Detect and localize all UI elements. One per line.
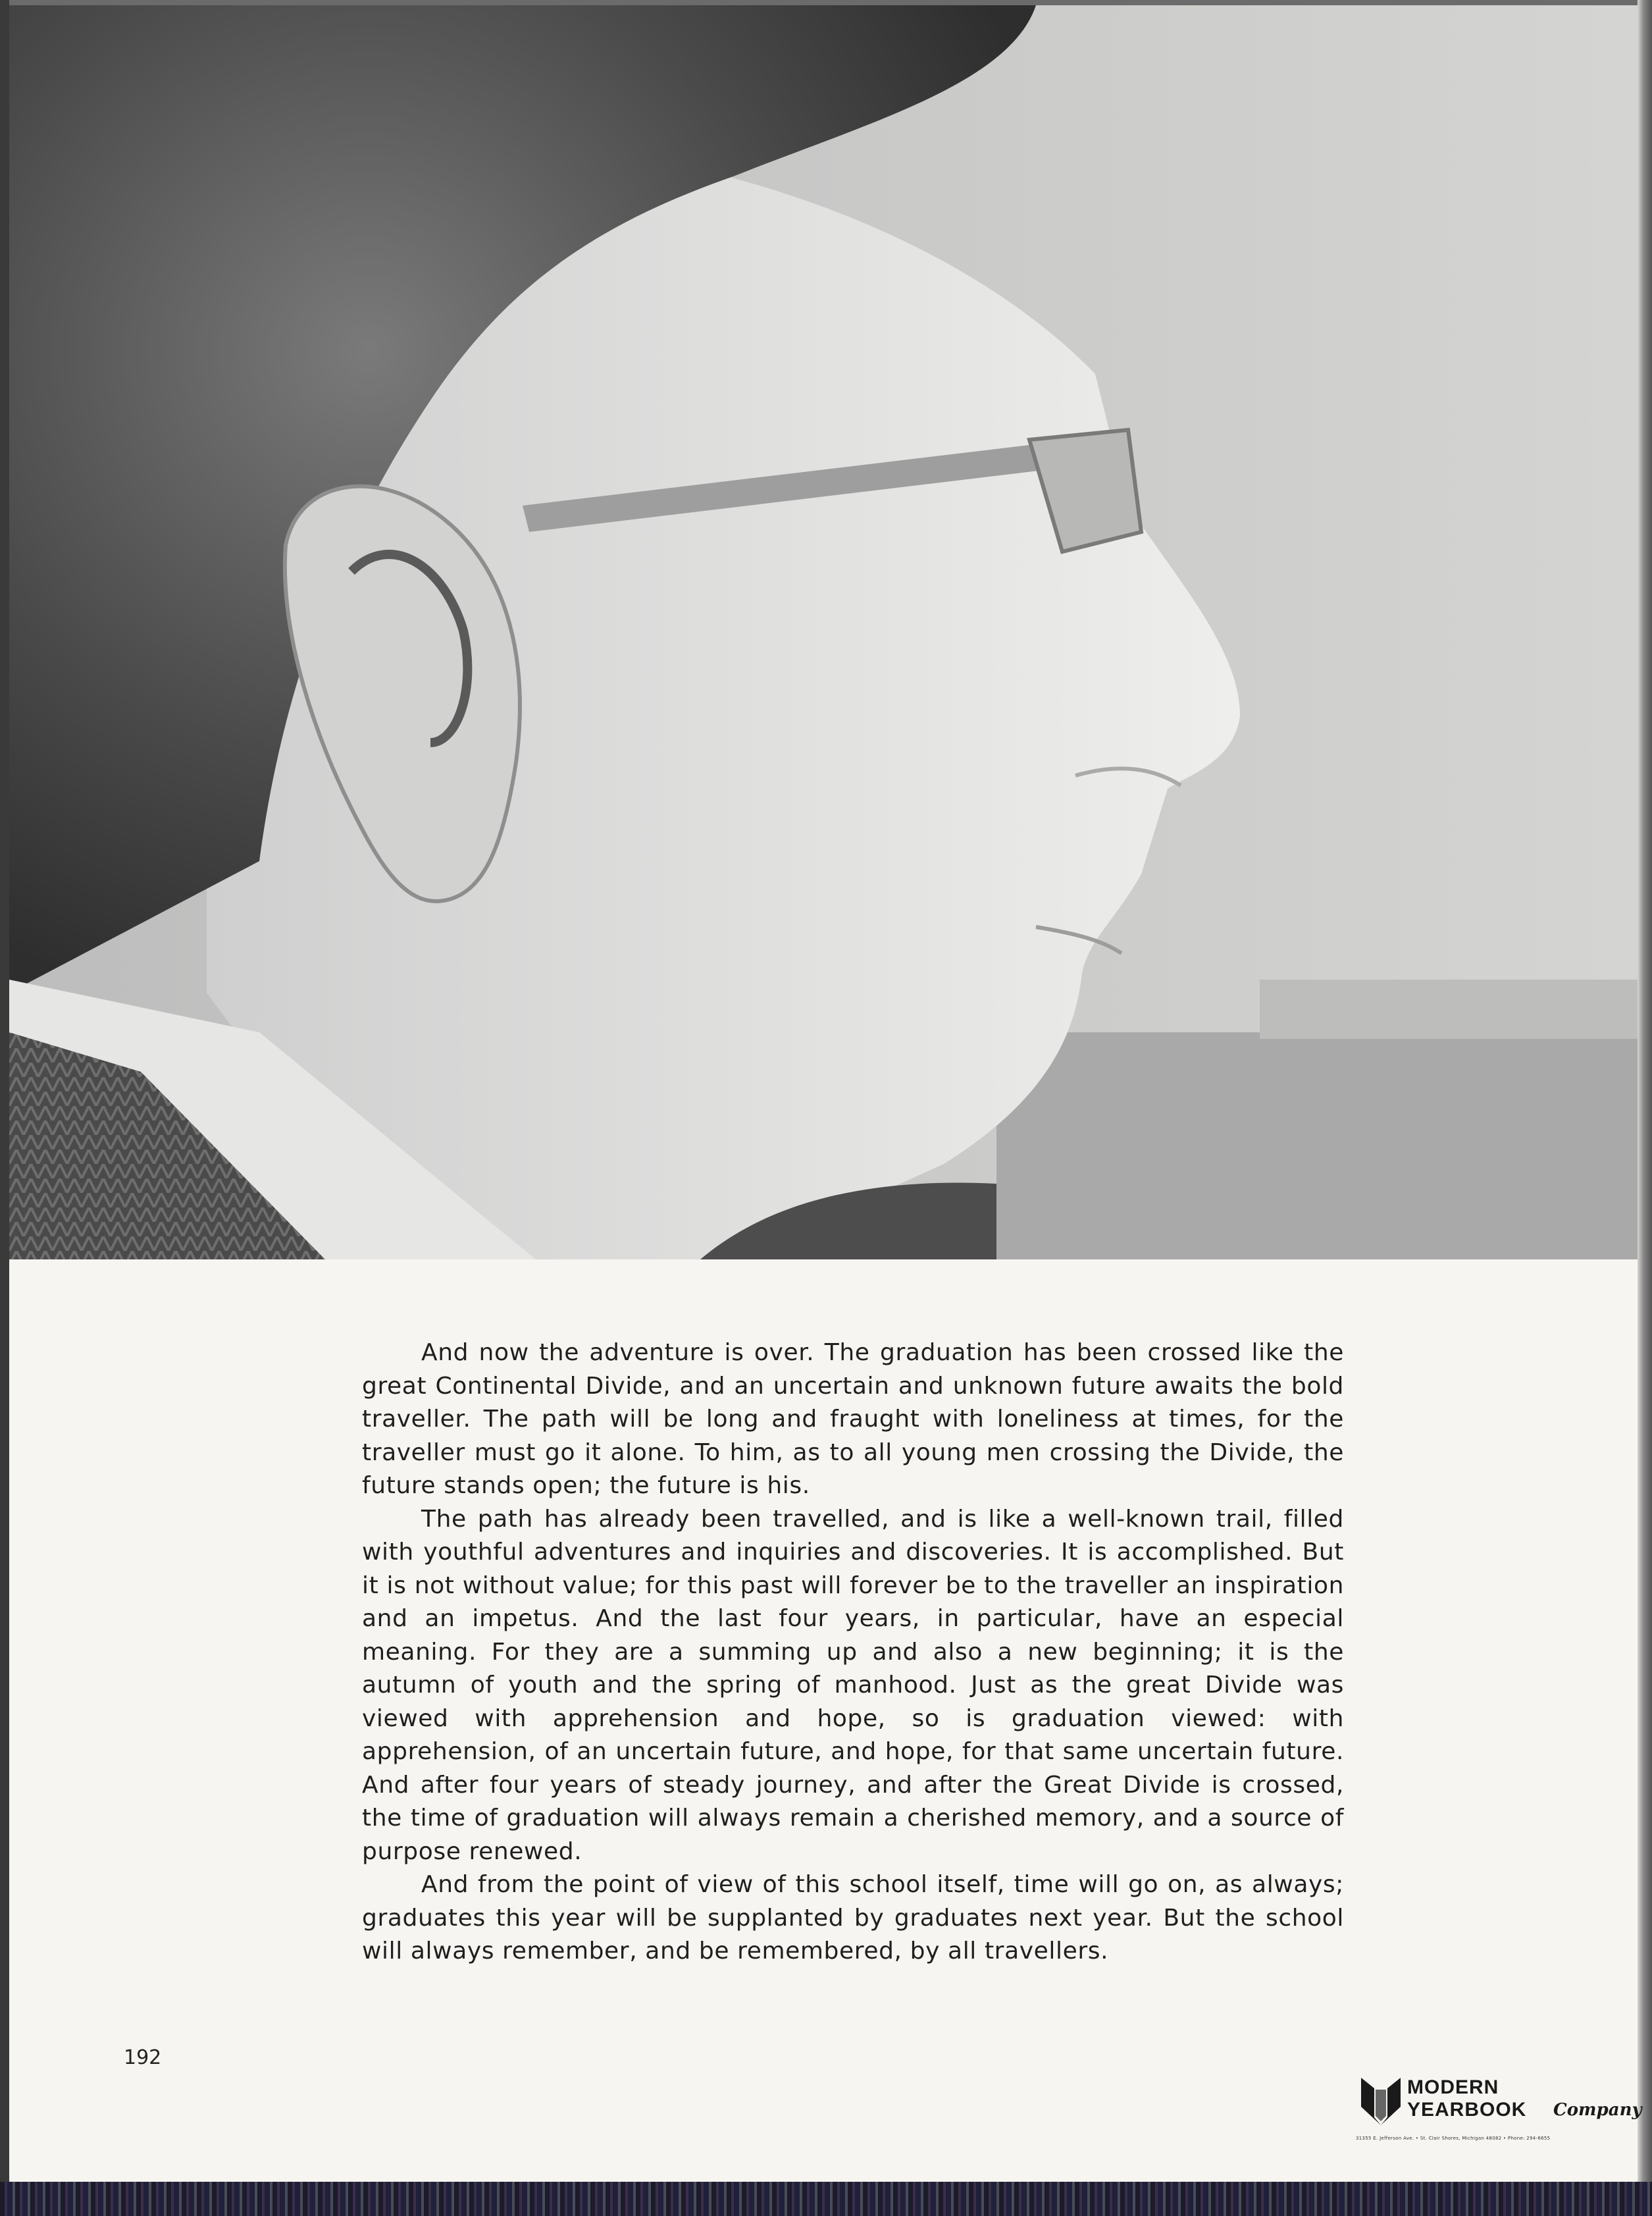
paragraph-1: And now the adventure is over. The graduation has been crossed like the great Continental Divide, and an uncertain and unknown future awaits the bold traveller. The path will be long and fraught with loneliness at times, for the traveller must go it alone. To him, as to all young men crossing the Divide, the future stands open; the future is his. — [362, 1339, 1344, 1499]
body-text — [362, 1336, 1344, 1968]
scan-edge-top — [0, 0, 1652, 5]
portrait-photo — [9, 5, 1638, 1259]
publisher-company: Company — [1553, 2100, 1642, 2120]
scan-edge-right — [1638, 0, 1652, 2216]
publisher-name — [1407, 2076, 1526, 2121]
portrait-photo-icon — [9, 5, 1638, 1259]
scan-edge-left — [0, 0, 9, 2216]
publisher-line2: YEARBOOK — [1407, 2099, 1527, 2121]
publisher-line1: MODERN — [1407, 2076, 1499, 2098]
paragraph-2: The path has already been travelled, and is like a well-known trail, filled with youthful adventures and inquiries and discoveries. It is accomplished. But it is not without value; for this past will forever be to the traveller an inspiration and an impetus. And the last four years, in particular, have an especial meaning. For they are a summing up and also a new beginning; it is the autumn of youth and the spring of manhood. Just as the great Divide was viewed with apprehension and hope, so is graduation viewed: with apprehension, of an uncertain future, and hope, for that same uncertain future. And after four years of steady journey, and after the Great Divide is crossed, the time of graduation will always remain a cherished memory, and a source of purpose renewed. — [362, 1505, 1344, 1865]
publisher-address: 31355 E. Jefferson Ave. • St. Clair Shores, Michigan 48082 • Phone: 294-6655 — [1356, 2136, 1551, 2141]
publisher-mark — [1356, 2074, 1642, 2146]
page-number: 192 — [124, 2046, 162, 2069]
paragraph-3: And from the point of view of this school itself, time will go on, as always; graduates this year will be supplanted by graduates next year. But the school will always remember, and be remembered, by all travellers. — [362, 1871, 1344, 1965]
scan-edge-bottom — [0, 2182, 1652, 2216]
yearbook-logo-icon — [1360, 2074, 1402, 2126]
